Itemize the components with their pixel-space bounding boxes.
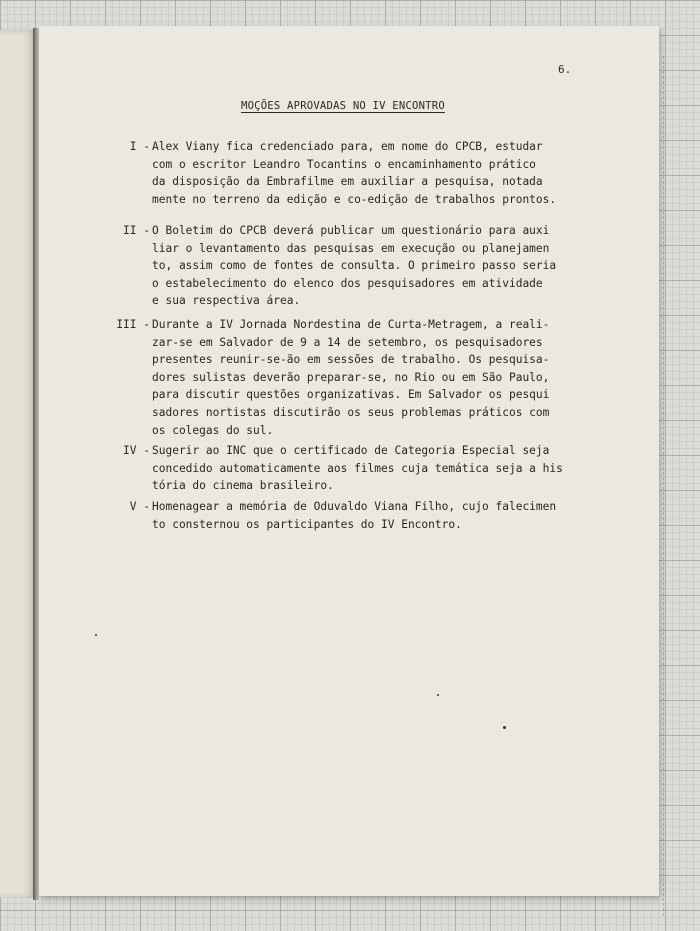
motion-line: to, assim como de fontes de consulta. O primeiro passo seria	[152, 259, 557, 273]
page-number: 6.	[558, 63, 572, 76]
motion-line: mente no terreno da edição e co-edição de trabalhos prontos.	[152, 192, 557, 206]
motion-text	[152, 222, 556, 310]
motion-line: concedido automaticamente aos filmes cuja temática seja a his	[152, 461, 563, 475]
motion-line: da disposição da Embrafilme em auxiliar a pesquisa, notada	[152, 175, 543, 189]
motion-numeral: II -	[123, 224, 150, 237]
motion-line: zar-se em Salvador de 9 a 14 de setembro, os pesquisadores	[152, 335, 543, 349]
motion-text	[152, 498, 556, 533]
motion-line: Homenagear a memória de Oduvaldo Viana Filho, cujo falecimen	[152, 500, 557, 513]
motion-line: Durante a IV Jornada Nordestina de Curta-Metragem, a reali-	[152, 318, 550, 331]
motion-line: para discutir questões organizativas. Em Salvador os pesqui	[152, 388, 550, 402]
page-title: MOÇÕES APROVADAS NO IV ENCONTRO	[241, 100, 445, 112]
motion-line: sadores nortistas discutirão os seus problemas práticos com	[152, 405, 550, 419]
motion-line: o estabelecimento do elenco dos pesquisadores em atividade	[152, 276, 543, 290]
motion-numeral: III -	[116, 318, 150, 331]
document-page	[39, 26, 659, 896]
motion-numeral: V -	[129, 500, 150, 513]
ink-speck	[503, 726, 506, 729]
page-fold-line	[663, 56, 666, 916]
motion-numeral: IV -	[123, 444, 150, 457]
motion-line: Sugerir ao INC que o certificado de Categoria Especial seja	[152, 444, 550, 457]
motion-line: e sua respectiva área.	[152, 294, 301, 308]
motion-line: Alex Viany fica credenciado para, em nome do CPCB, estudar	[152, 140, 543, 153]
motion-line: liar o levantamento das pesquisas em execução ou planejamen	[152, 241, 550, 255]
facing-page-edge	[0, 30, 36, 898]
motion-text	[152, 442, 563, 495]
motion-line: O Boletim do CPCB deverá publicar um questionário para auxi	[152, 224, 550, 237]
motion-text	[152, 316, 549, 439]
ink-speck	[437, 694, 439, 696]
motion-line: com o escritor Leandro Tocantins o encaminhamento prático	[152, 157, 536, 171]
motion-line: os colegas do sul.	[152, 423, 274, 437]
motion-numeral: I -	[129, 140, 150, 153]
motion-line: presentes reunir-se-ão em sessões de trabalho. Os pesquisa-	[152, 353, 550, 367]
ink-speck	[95, 634, 97, 636]
motion-line: to consternou os participantes do IV Encontro.	[152, 517, 462, 531]
motion-text	[152, 138, 556, 208]
motion-line: tória do cinema brasileiro.	[152, 479, 334, 493]
motion-line: dores sulistas deverão preparar-se, no Rio ou em São Paulo,	[152, 370, 550, 384]
